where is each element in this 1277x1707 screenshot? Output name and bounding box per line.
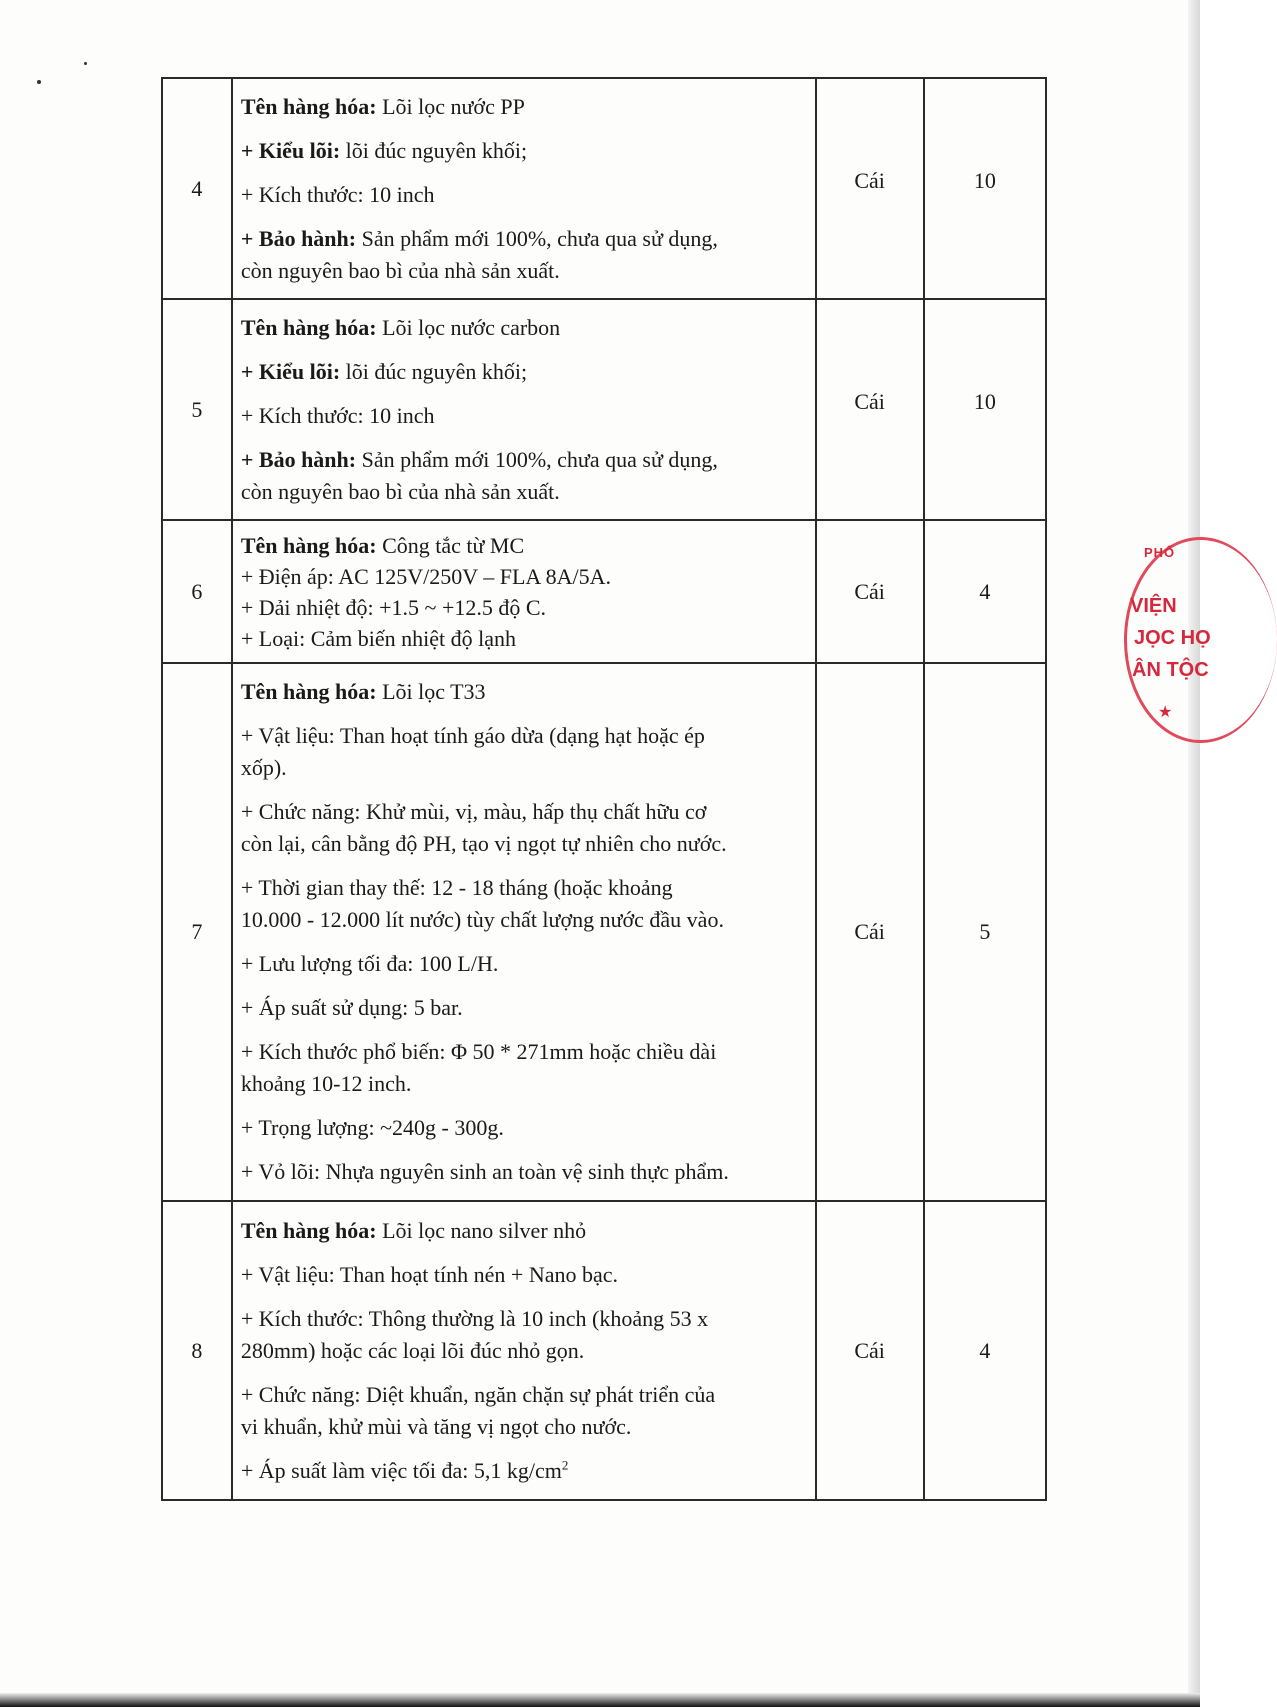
- spec-line: + Vật liệu: Than hoạt tính nén + Nano bạc.: [240, 1261, 618, 1287]
- item-name-line: [241, 91, 807, 123]
- spec-line: + Vật liệu: Than hoạt tính gáo dừa (dạng hạt hoặc ép: [240, 723, 705, 748]
- unit-cell: [816, 1201, 924, 1500]
- item-name: Lõi lọc nước carbon: [376, 314, 561, 340]
- item-name-line: [241, 312, 807, 344]
- spec-line: + Lưu lượng tối đa: 100 L/H.: [240, 951, 499, 976]
- table-row: [162, 520, 1046, 663]
- item-name-label: Tên hàng hóa:: [240, 314, 377, 340]
- spec-line: + Chức năng: Khử mùi, vị, màu, hấp thụ chất hữu cơ: [240, 799, 707, 824]
- spec-line: + Điện áp: AC 125V/250V – FLA 8A/5A.: [240, 563, 611, 589]
- unit-cell: [816, 520, 924, 663]
- unit-value: Cái: [854, 919, 885, 944]
- spec-line: + Dải nhiệt độ: +1.5 ~ +12.5 độ C.: [240, 594, 547, 620]
- spec-value: lõi đúc nguyên khối;: [340, 358, 528, 384]
- spec-line: [241, 1455, 807, 1487]
- spec-line: + Kích thước: Thông thường là 10 inch (khoảng 53 x: [240, 1305, 709, 1331]
- spec-label: + Bảo hành:: [240, 446, 357, 472]
- unit-cell: [816, 663, 924, 1201]
- spec-line: còn nguyên bao bì của nhà sản xuất.: [240, 257, 560, 283]
- superscript: 2: [561, 1457, 569, 1473]
- item-name-label: Tên hàng hóa:: [240, 679, 377, 704]
- table-row: [162, 663, 1046, 1201]
- quantity-value: 5: [979, 919, 991, 944]
- scan-edge-shadow-right: [1188, 0, 1200, 1707]
- table-row: [162, 78, 1046, 299]
- spec-line: vi khuẩn, khử mùi và tăng vị ngọt cho nước.: [240, 1413, 632, 1439]
- item-name-label: Tên hàng hóa:: [240, 93, 377, 119]
- spec-line: + Chức năng: Diệt khuẩn, ngăn chặn sự phát triển của: [240, 1381, 716, 1407]
- unit-value: Cái: [854, 578, 885, 604]
- spec-value: lõi đúc nguyên khối;: [340, 137, 528, 163]
- quantity-cell: [924, 663, 1046, 1201]
- item-name-label: Tên hàng hóa:: [240, 532, 377, 558]
- scan-speck: [37, 80, 41, 84]
- spec-line: + Vỏ lõi: Nhựa nguyên sinh an toàn vệ sinh thực phẩm.: [240, 1159, 729, 1184]
- scan-edge-shadow-bottom: [0, 1693, 1200, 1707]
- row-number: 8: [162, 1201, 232, 1500]
- quantity-cell: [924, 299, 1046, 520]
- spec-line: + Thời gian thay thế: 12 - 18 tháng (hoặc khoảng: [240, 875, 673, 900]
- item-description: [232, 1201, 816, 1500]
- item-name-line: [241, 1215, 807, 1247]
- unit-value: Cái: [854, 1337, 885, 1363]
- stamp-text-line3: ÂN TỘC: [1132, 659, 1209, 681]
- quantity-value: 4: [979, 578, 991, 604]
- unit-cell: [816, 78, 924, 299]
- quantity-value: 10: [973, 388, 996, 414]
- item-description: [232, 299, 816, 520]
- item-name: Lõi lọc T33: [376, 679, 486, 704]
- spec-line: [241, 223, 807, 255]
- spec-line: [241, 444, 807, 476]
- item-name-label: Tên hàng hóa:: [240, 1217, 377, 1243]
- quantity-cell: [924, 520, 1046, 663]
- spec-label: + Kiểu lõi:: [240, 358, 341, 384]
- unit-value: Cái: [854, 167, 885, 193]
- goods-table: [161, 77, 1047, 1501]
- spec-value: Sản phẩm mới 100%, chưa qua sử dụng,: [356, 446, 718, 472]
- spec-line: còn lại, cân bằng độ PH, tạo vị ngọt tự nhiên cho nước.: [240, 831, 727, 856]
- spec-line: 280mm) hoặc các loại lõi đúc nhỏ gọn.: [240, 1337, 585, 1363]
- spec-line: + Áp suất sử dụng: 5 bar.: [240, 995, 463, 1020]
- item-description: [232, 520, 816, 663]
- spec-line: khoảng 10-12 inch.: [240, 1071, 412, 1096]
- item-name-line: [241, 530, 807, 561]
- spec-line: + Kích thước phổ biến: Φ 50 * 271mm hoặc chiều dài: [240, 1039, 717, 1064]
- scan-speck: [84, 62, 87, 65]
- spec-value: + Áp suất làm việc tối đa: 5,1 kg/cm: [240, 1457, 562, 1483]
- row-number: 7: [162, 663, 232, 1201]
- spec-line: + Trọng lượng: ~240g - 300g.: [240, 1115, 504, 1140]
- spec-line: còn nguyên bao bì của nhà sản xuất.: [240, 478, 560, 504]
- item-name: Lõi lọc nano silver nhỏ: [376, 1217, 587, 1243]
- item-name: Lõi lọc nước PP: [376, 93, 525, 119]
- item-name-line: [241, 676, 807, 708]
- spec-line: [241, 135, 807, 167]
- row-number: 4: [162, 78, 232, 299]
- table-row: [162, 1201, 1046, 1500]
- spec-line: + Loại: Cảm biến nhiệt độ lạnh: [240, 625, 516, 651]
- unit-cell: [816, 299, 924, 520]
- stamp-text-top: PHỐ: [1144, 545, 1176, 560]
- item-description: [232, 663, 816, 1201]
- spec-line: 10.000 - 12.000 lít nước) tùy chất lượng nước đầu vào.: [240, 907, 724, 932]
- spec-line: xốp).: [240, 755, 287, 780]
- quantity-value: 10: [973, 167, 996, 193]
- row-number: 6: [162, 520, 232, 663]
- spec-label: + Kiểu lõi:: [240, 137, 341, 163]
- quantity-cell: [924, 1201, 1046, 1500]
- table-row: [162, 299, 1046, 520]
- item-name: Công tắc từ MC: [376, 532, 525, 558]
- quantity-cell: [924, 78, 1046, 299]
- spec-line: + Kích thước: 10 inch: [240, 402, 435, 428]
- quantity-value: 4: [979, 1337, 991, 1363]
- spec-label: + Bảo hành:: [240, 225, 357, 251]
- unit-value: Cái: [854, 388, 885, 414]
- stamp-text-line2: JỌC HỌ: [1134, 627, 1211, 649]
- red-seal-stamp: [1124, 537, 1244, 737]
- stamp-star-icon: ★: [1158, 704, 1173, 721]
- stamp-text-line1: VIỆN: [1130, 595, 1177, 617]
- spec-line: + Kích thước: 10 inch: [240, 181, 435, 207]
- spec-value: Sản phẩm mới 100%, chưa qua sử dụng,: [356, 225, 718, 251]
- spec-line: [241, 356, 807, 388]
- item-description: [232, 78, 816, 299]
- row-number: 5: [162, 299, 232, 520]
